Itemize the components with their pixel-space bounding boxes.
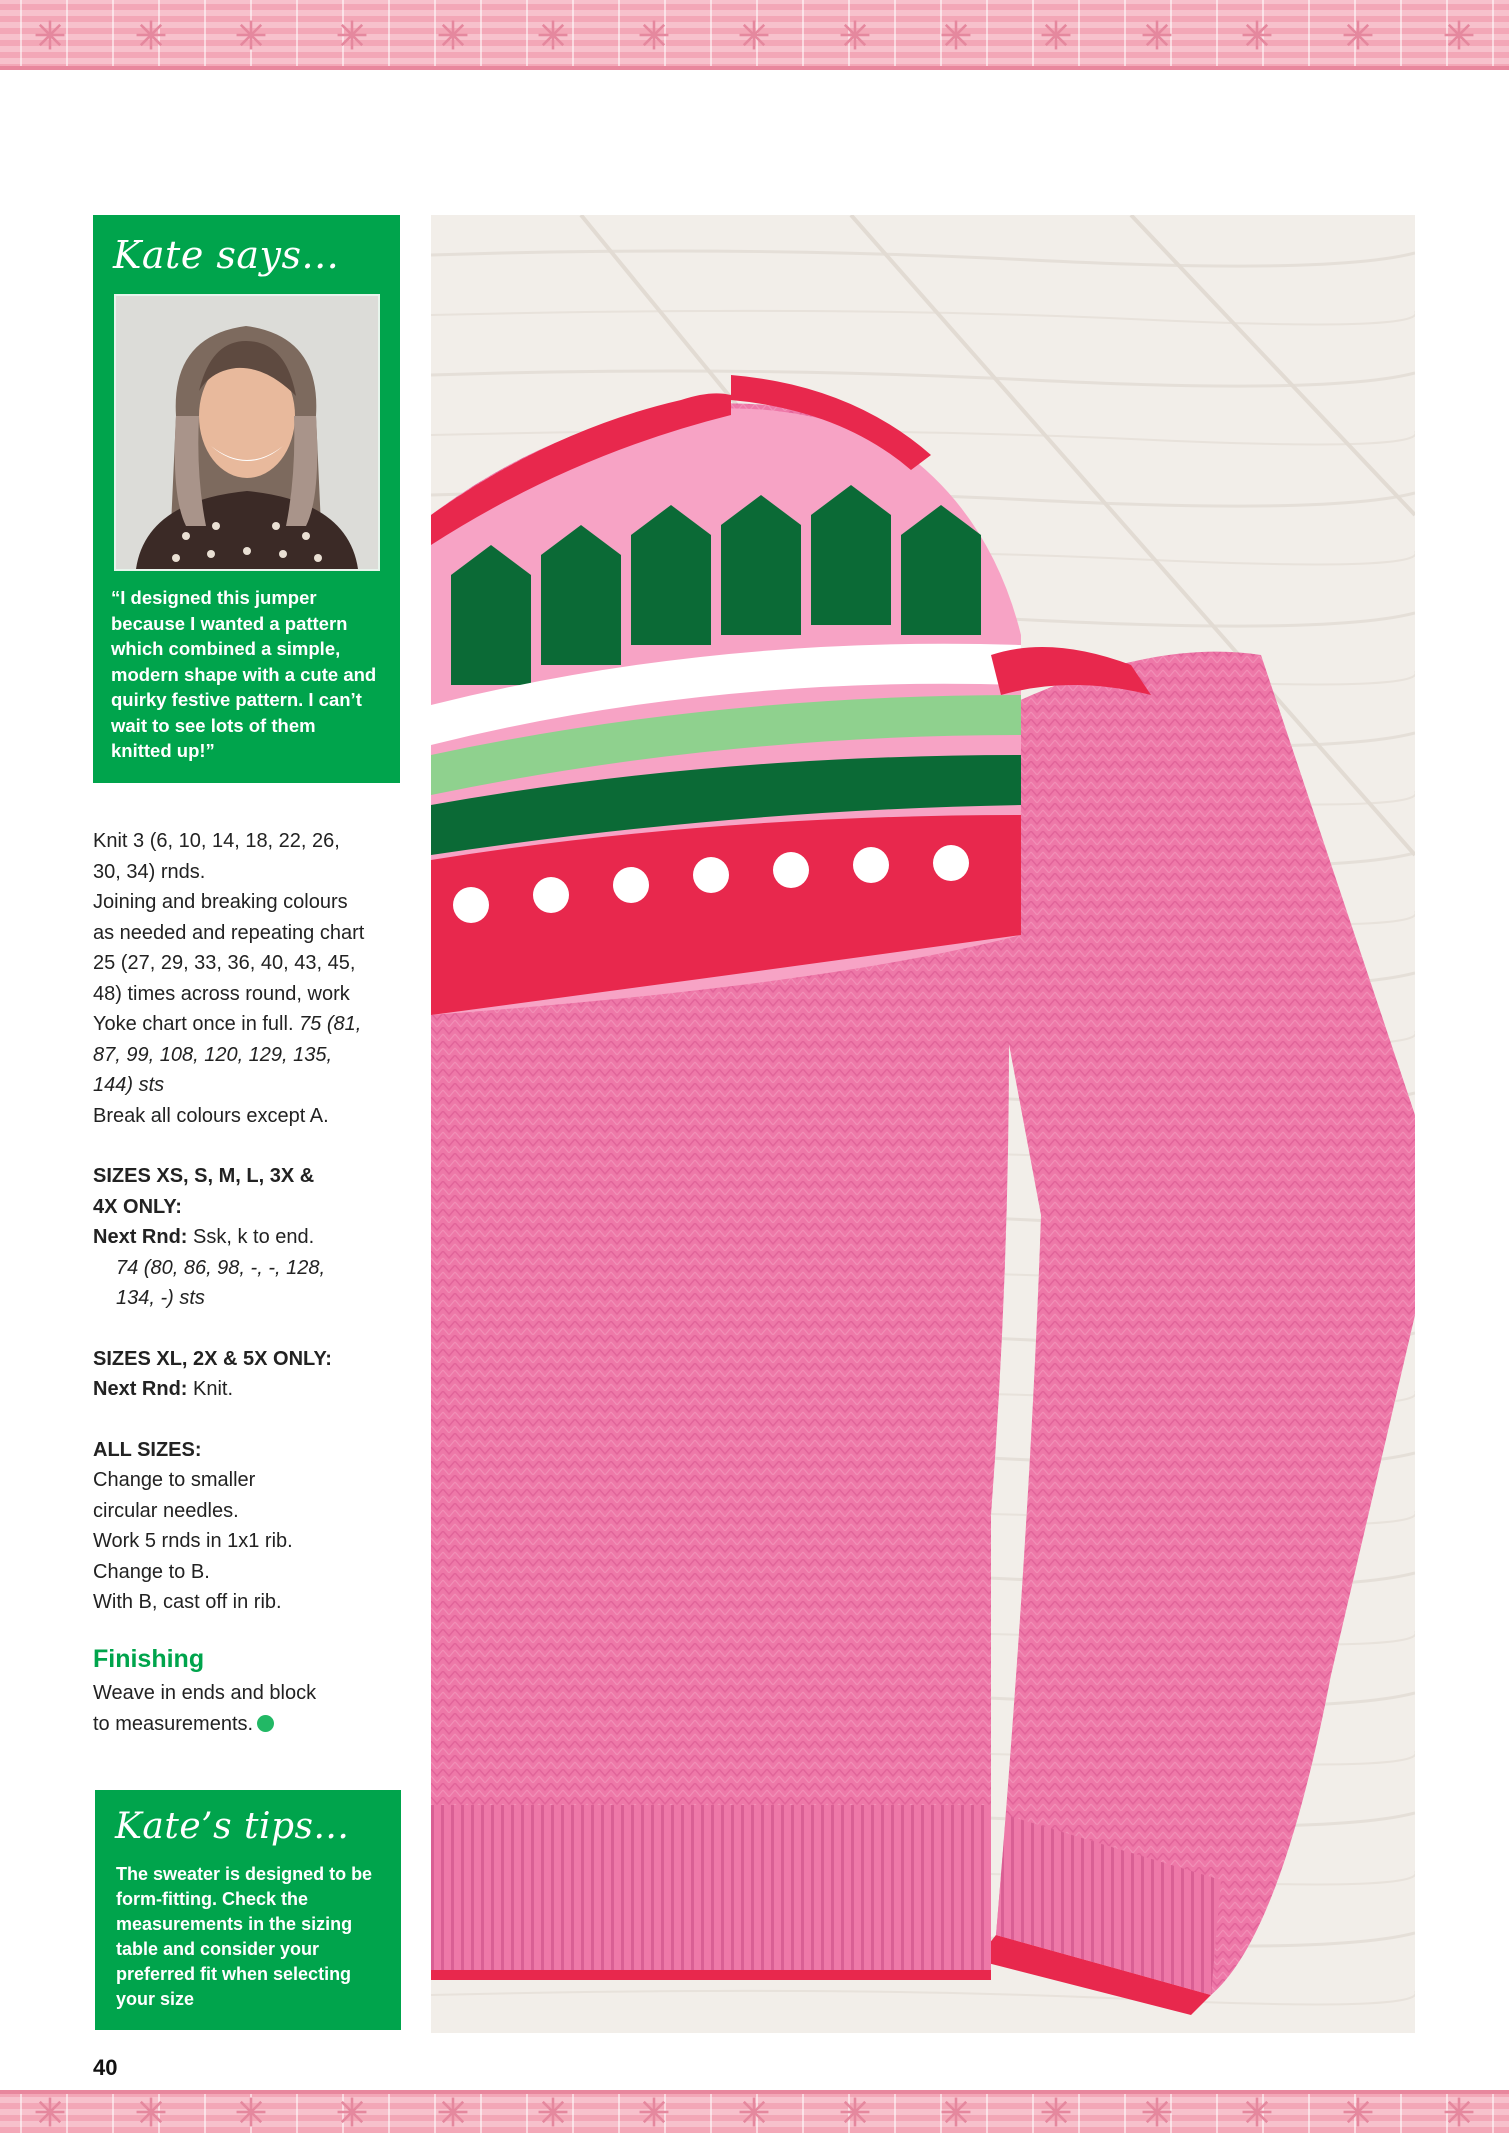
- snowflake-icon: [33, 18, 67, 52]
- snowflake-icon: [1140, 2095, 1174, 2129]
- instruction-line: Knit 3 (6, 10, 14, 18, 22, 26,: [93, 830, 340, 852]
- kate-tips-title: Kate’s tips...: [115, 1806, 350, 1847]
- snowflake-icon: [1341, 2095, 1375, 2129]
- round-label: Next Rnd:: [93, 1226, 188, 1248]
- snowflake-icon: [1039, 18, 1073, 52]
- stitch-count: 144) sts: [93, 1074, 165, 1096]
- sweater-photo: [431, 215, 1415, 2033]
- snowflake-icon: [536, 2095, 570, 2129]
- snowflake-icon: [335, 2095, 369, 2129]
- instruction-line: Joining and breaking colours: [93, 891, 348, 913]
- snowflake-icon: [536, 18, 570, 52]
- instruction-line: circular needles.: [93, 1499, 239, 1522]
- instruction-line: Change to smaller: [93, 1469, 256, 1491]
- finishing-heading: Finishing: [93, 1645, 205, 1673]
- yarn-ball-icon: [257, 1715, 274, 1732]
- snowflake-icon: [838, 18, 872, 52]
- size-heading-text: ALL SIZES:: [93, 1438, 202, 1461]
- stitch-count: 87, 99, 108, 120, 129, 135,: [93, 1043, 333, 1066]
- instruction-line: Work 5 rnds in 1x1 rib.: [93, 1530, 293, 1552]
- instruction-text: Ssk, k to end.: [187, 1226, 315, 1248]
- snowflake-icon: [1341, 18, 1375, 52]
- snowflake-icon: [1240, 2095, 1274, 2129]
- instruction-line: Break all colours except A.: [93, 1104, 329, 1127]
- snowflake-icon: [637, 2095, 671, 2129]
- snowflake-icon: [1442, 18, 1476, 52]
- top-star-row: [0, 8, 1509, 62]
- snowflake-icon: [939, 2095, 973, 2129]
- tips-text: The sweater is designed to be form-fitting. Check the measurements in the sizing table and consider your preferred fit when selecting your size: [116, 1864, 373, 2009]
- size-heading: [93, 1161, 413, 1192]
- stitch-count-line: [93, 1253, 413, 1284]
- designer-portrait: [114, 294, 380, 571]
- bottom-star-row: [0, 2094, 1509, 2130]
- designer-quote: “I designed this jumper because I wanted a pattern which combined a simple, modern shape with a cute and quirky festive pattern. I can’t wait to see lots of them knitted up!”: [111, 587, 377, 761]
- kate-tips-box: [95, 1790, 401, 2030]
- stitch-count-line: [93, 1283, 413, 1314]
- round-label: Next Rnd:: [93, 1378, 188, 1400]
- size-heading: [93, 1344, 413, 1375]
- size-heading: [93, 1192, 413, 1223]
- instruction-line: Weave in ends and block: [93, 1682, 317, 1704]
- snowflake-icon: [134, 2095, 168, 2129]
- instruction-line: 48) times across round, work: [93, 982, 350, 1005]
- instruction-line: [93, 1222, 413, 1253]
- stitch-count: 74 (80, 86, 98, -, -, 128,: [116, 1256, 326, 1279]
- snowflake-icon: [234, 2095, 268, 2129]
- size-heading-text: 4X ONLY:: [93, 1195, 182, 1218]
- page-number: 40: [93, 2055, 118, 2080]
- snowflake-icon: [737, 18, 771, 52]
- stitch-count-line: [93, 1070, 413, 1101]
- snowflake-icon: [637, 18, 671, 52]
- snowflake-icon: [1140, 18, 1174, 52]
- instruction-line: [93, 1709, 393, 1740]
- stitch-count: 75 (81,: [299, 1013, 362, 1035]
- instruction-text: Knit.: [187, 1378, 234, 1400]
- snowflake-icon: [33, 2095, 67, 2129]
- snowflake-icon: [838, 2095, 872, 2129]
- snowflake-icon: [335, 18, 369, 52]
- snowflake-icon: [1240, 18, 1274, 52]
- snowflake-icon: [1039, 2095, 1073, 2129]
- snowflake-icon: [737, 2095, 771, 2129]
- snowflake-icon: [134, 18, 168, 52]
- kate-says-title: Kate says...: [113, 233, 340, 277]
- snowflake-icon: [1442, 2095, 1476, 2129]
- instruction-text: Yoke chart once in full.: [93, 1013, 300, 1035]
- instruction-line: as needed and repeating chart: [93, 921, 365, 944]
- instruction-line: With B, cast off in rib.: [93, 1591, 282, 1613]
- size-heading: [93, 1435, 413, 1466]
- snowflake-icon: [436, 18, 470, 52]
- snowflake-icon: [234, 18, 268, 52]
- instruction-text: to measurements.: [93, 1712, 254, 1735]
- stitch-count-line: [93, 1040, 413, 1071]
- stitch-count: 134, -) sts: [116, 1287, 205, 1309]
- size-heading-text: SIZES XL, 2X & 5X ONLY:: [93, 1347, 332, 1370]
- top-border-edge: [0, 66, 1509, 70]
- snowflake-icon: [436, 2095, 470, 2129]
- instruction-line: [93, 1009, 413, 1040]
- instruction-line: [93, 1374, 413, 1405]
- snowflake-icon: [939, 18, 973, 52]
- instruction-line: 25 (27, 29, 33, 36, 40, 43, 45,: [93, 952, 356, 974]
- finishing-text: [93, 1678, 393, 1739]
- instructions-block: [93, 826, 413, 1618]
- instruction-line: 30, 34) rnds.: [93, 860, 206, 883]
- size-heading-text: SIZES XS, S, M, L, 3X &: [93, 1165, 315, 1187]
- instruction-line: Change to B.: [93, 1560, 210, 1583]
- kate-says-box: [93, 215, 400, 783]
